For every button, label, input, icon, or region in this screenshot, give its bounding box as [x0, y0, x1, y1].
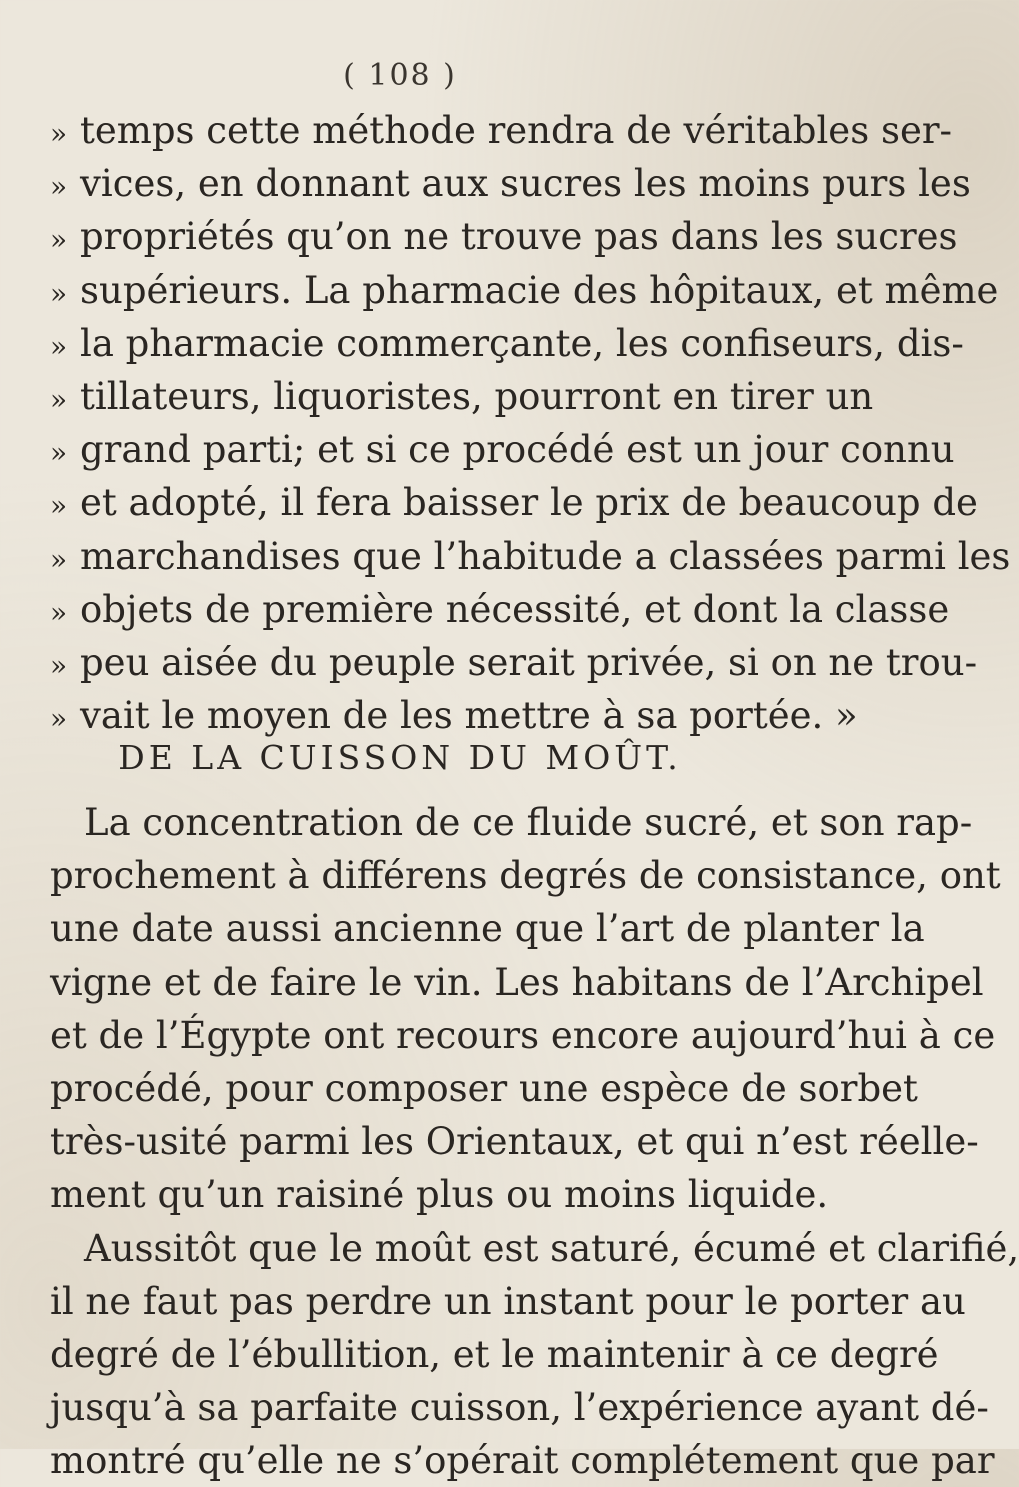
body-line: Aussitôt que le moût est saturé, écumé et clarifié, — [84, 1226, 1019, 1270]
quote-line — [50, 157, 971, 210]
quote-line — [50, 210, 958, 263]
quote-mark: » — [50, 117, 68, 150]
quote-line — [50, 370, 874, 423]
quote-line — [50, 423, 955, 476]
quote-mark: » — [50, 595, 68, 629]
body-line: très-usité parmi les Orientaux, et qui n’est réelle- — [50, 1120, 979, 1164]
body-line: jusqu’à sa parfaite cuisson, l’expérience ayant dé- — [50, 1386, 989, 1430]
quote-mark: » — [50, 329, 68, 363]
quote-line-text: propriétés qu’on ne trouve pas dans les sucres — [80, 215, 958, 259]
quote-line — [50, 104, 953, 157]
body-line: degré de l’ébullition, et le maintenir à ce degré — [50, 1332, 939, 1376]
quote-line — [50, 636, 978, 689]
body-line: et de l’Égypte ont recours encore aujourd’hui à ce — [50, 1013, 996, 1057]
body-line: ment qu’un raisiné plus ou moins liquide. — [50, 1173, 829, 1217]
quote-mark: » — [50, 276, 68, 310]
body-text — [50, 796, 1019, 1487]
quote-line-text: vices, en donnant aux sucres les moins purs les — [80, 162, 971, 206]
quote-line-text: tillateurs, liquoristes, pourront en tirer un — [80, 374, 874, 418]
body-line: une date aussi ancienne que l’art de planter la — [50, 907, 925, 951]
quote-line-text: peu aisée du peuple serait privée, si on ne trou- — [80, 640, 978, 684]
quote-line — [50, 476, 978, 529]
quote-line-text: marchandises que l’habitude a classées parmi les — [80, 534, 1011, 578]
quoted-passage — [50, 104, 1011, 742]
body-line: il ne faut pas perdre un instant pour le porter au — [50, 1279, 966, 1323]
quote-mark: » — [50, 223, 68, 257]
body-line: La concentration de ce fluide sucré, et son rap- — [84, 801, 973, 844]
body-line: vigne et de faire le vin. Les habitans de l’Archipel — [50, 960, 984, 1004]
body-line: montré qu’elle ne s’opérait complétement que par — [50, 1439, 995, 1483]
body-line: prochement à différens degrés de consistance, ont — [50, 854, 1001, 898]
quote-line-text: vait le moyen de les mettre à sa portée. » — [80, 694, 858, 738]
quote-mark: » — [50, 489, 68, 523]
quote-mark: » — [50, 702, 68, 736]
quote-mark: » — [50, 170, 68, 204]
quote-line-text: objets de première nécessité, et dont la classe — [80, 587, 950, 631]
page-number: ( 108 ) — [343, 58, 457, 93]
quote-line — [50, 689, 858, 742]
quote-line-text: grand parti; et si ce procédé est un jour connu — [80, 428, 955, 472]
quote-mark: » — [50, 542, 68, 576]
quote-line — [50, 583, 950, 636]
quote-line — [50, 264, 999, 317]
quote-line-text: la pharmacie commerçante, les confiseurs, dis- — [80, 321, 964, 365]
quote-line-text: temps cette méthode rendra de véritables ser- — [80, 109, 953, 152]
quote-mark: » — [50, 648, 68, 682]
body-line: procédé, pour composer une espèce de sorbet — [50, 1066, 918, 1110]
quote-line — [50, 530, 1011, 583]
quote-line-text: supérieurs. La pharmacie des hôpitaux, et même — [80, 268, 999, 312]
section-heading: DE LA CUISSON DU MOÛT. — [118, 738, 682, 777]
quote-mark: » — [50, 436, 68, 470]
quote-line — [50, 317, 964, 370]
quote-mark: » — [50, 382, 68, 416]
quote-line-text: et adopté, il fera baisser le prix de beaucoup de — [80, 481, 978, 525]
